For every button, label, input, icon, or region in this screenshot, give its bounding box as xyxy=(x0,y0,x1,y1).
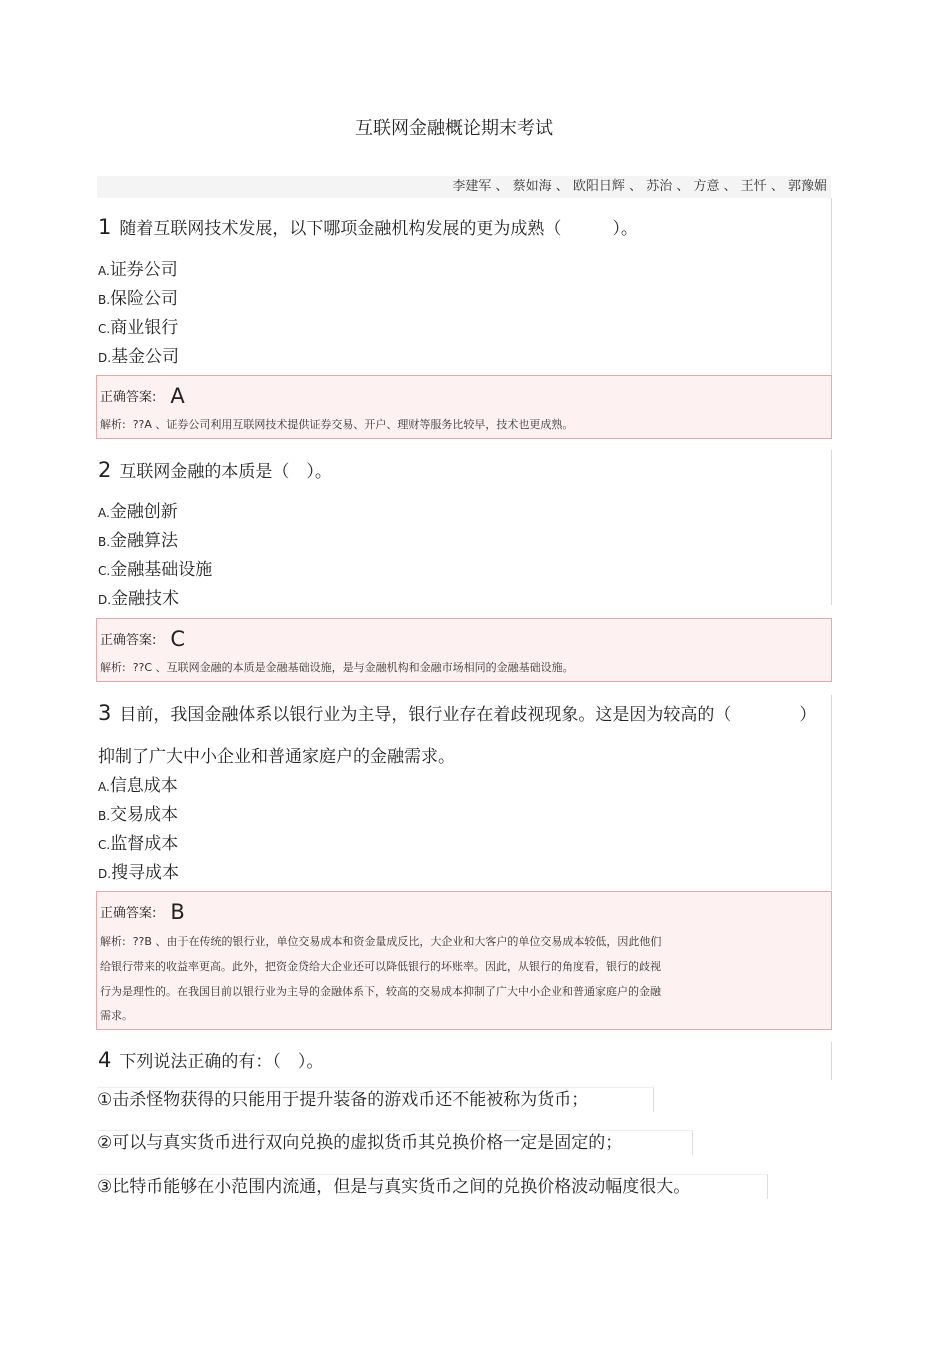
question-number: 1 xyxy=(98,215,112,239)
answer-box xyxy=(96,891,832,1030)
answer-line xyxy=(100,382,185,406)
option-a: A.信息成本 xyxy=(98,776,178,796)
statement-1: ①击杀怪物获得的只能用于提升装备的游戏币还不能被称为货币； xyxy=(97,1087,654,1112)
question-number: 2 xyxy=(98,458,112,482)
correct-answer: B xyxy=(170,900,185,924)
author-list: 李建军 、 蔡如海 、 欧阳日辉 、 苏治 、 方意 、 王忏 、 郭豫媚 xyxy=(97,176,831,198)
option-d: D.搜寻成本 xyxy=(98,863,180,883)
explanation-line: 需求。 xyxy=(100,1009,133,1022)
question-3 xyxy=(98,700,816,725)
question-4 xyxy=(98,1047,323,1072)
right-divider xyxy=(831,450,832,605)
option-d: D.金融技术 xyxy=(98,589,180,609)
right-divider xyxy=(831,695,832,890)
right-divider xyxy=(831,1042,832,1080)
explanation xyxy=(100,412,573,437)
explanation-line: 行为是理性的。在我国目前以银行业为主导的金融体系下，较高的交易成本抑制了广大中小企业和普通家庭户的金融 xyxy=(100,985,661,998)
option-b: B.金融算法 xyxy=(98,531,179,551)
question-3-continuation: 抑制了广大中小企业和普通家庭户的金融需求。 xyxy=(98,747,455,767)
question-text: 下列说法正确的有：（ ）。 xyxy=(119,1052,324,1072)
explanation-line: 给银行带来的收益率更高。此外，把资金贷给大企业还可以降低银行的坏账率。因此，从银行的角度看，银行的歧视 xyxy=(100,960,661,973)
question-text: 互联网金融的本质是（ ）。 xyxy=(119,462,332,482)
answer-label: 正确答案: xyxy=(100,633,157,648)
explanation-line: ??A 、证券公司利用互联网技术提供证券交易、开户、理财等服务比较早，技术也更成熟。 xyxy=(132,418,574,431)
question-1 xyxy=(98,214,638,239)
explanation-label: 解析: xyxy=(100,418,126,431)
question-number: 3 xyxy=(98,701,112,725)
answer-box xyxy=(96,618,832,682)
question-text: 目前，我国金融体系以银行业为主导，银行业存在着歧视现象。这是因为较高的（ ） xyxy=(119,705,817,725)
question-2 xyxy=(98,457,332,482)
explanation-label: 解析: xyxy=(100,661,126,674)
explanation xyxy=(100,929,661,954)
answer-label: 正确答案: xyxy=(100,390,157,405)
explanation xyxy=(100,655,574,680)
answer-label: 正确答案: xyxy=(100,906,157,921)
option-c: C.监督成本 xyxy=(98,834,179,854)
answer-line xyxy=(100,625,185,649)
question-number: 4 xyxy=(98,1048,112,1072)
statement-3: ③比特币能够在小范围内流通，但是与真实货币之间的兑换价格波动幅度很大。 xyxy=(97,1174,768,1199)
option-b: B.交易成本 xyxy=(98,805,179,825)
option-a: A.金融创新 xyxy=(98,502,178,522)
question-text: 随着互联网技术发展，以下哪项金融机构发展的更为成熟（ ）。 xyxy=(119,219,638,239)
option-d: D.基金公司 xyxy=(98,347,180,367)
explanation-label: 解析: xyxy=(100,935,126,948)
correct-answer: A xyxy=(170,384,185,408)
answer-box xyxy=(96,375,832,439)
option-c: C.商业银行 xyxy=(98,318,179,338)
right-divider xyxy=(831,198,832,376)
option-b: B.保险公司 xyxy=(98,289,179,309)
correct-answer: C xyxy=(170,627,186,651)
explanation-line: ??C 、互联网金融的本质是金融基础设施，是与金融机构和金融市场相同的金融基础设施。 xyxy=(132,661,574,674)
answer-line xyxy=(100,898,185,922)
option-c: C.金融基础设施 xyxy=(98,560,213,580)
option-a: A.证券公司 xyxy=(98,260,178,280)
statement-2: ②可以与真实货币进行双向兑换的虚拟货币其兑换价格一定是固定的； xyxy=(97,1130,693,1155)
explanation-line: ??B 、由于在传统的银行业，单位交易成本和资金量成反比，大企业和大客户的单位交易成本较低，因此他们 xyxy=(132,935,662,948)
exam-title: 互联网金融概论期末考试 xyxy=(355,118,553,139)
